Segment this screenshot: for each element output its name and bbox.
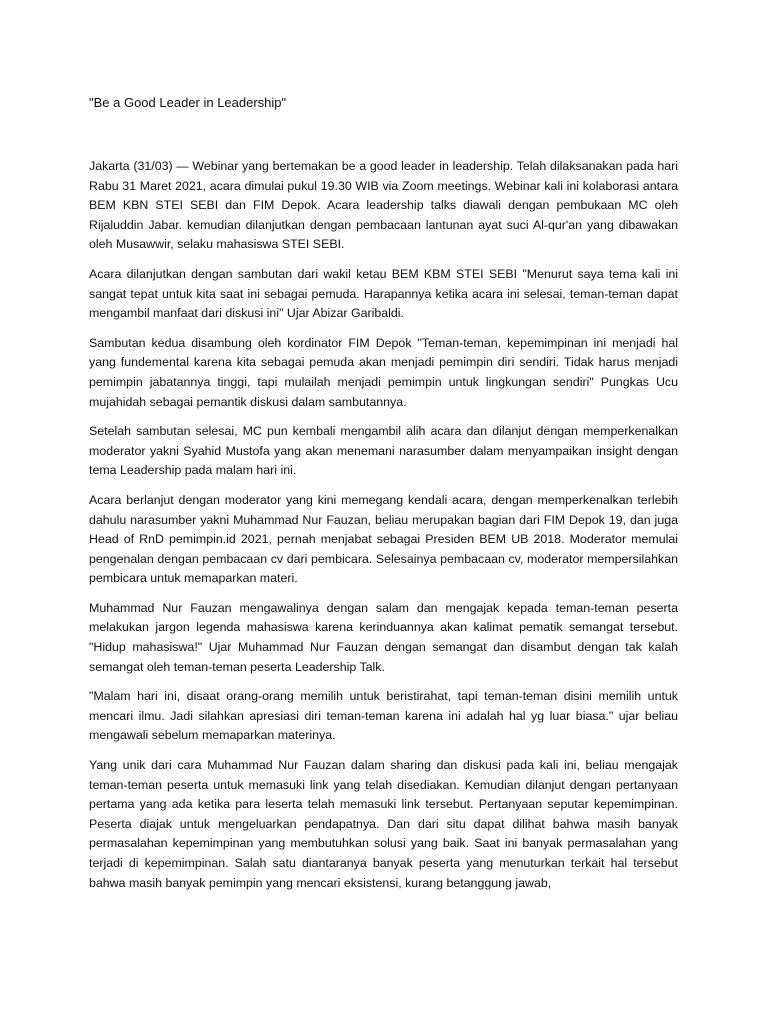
document-title: "Be a Good Leader in Leadership" xyxy=(89,95,287,110)
paragraph: Setelah sambutan selesai, MC pun kembali mengambil alih acara dan dilanjut dengan memperkenalkan moderator yakni Syahid Mustofa yang akan menemani narasumber dalam menyampaikan insight dengan tema Leadership pada malam hari ini. xyxy=(89,424,678,478)
paragraph: Yang unik dari cara Muhammad Nur Fauzan dalam sharing dan diskusi pada kali ini, beliau mengajak teman-teman peserta untuk memasuki link yang telah disediakan. Kemudian dilanjut dengan pertanyaan pertama yang ada ketika para leserta telah memasuki link tersebut. Pertanyaan seputar kepemimpinan. Peserta diajak untuk mengeluarkan pendapatnya. Dan dari situ dapat dilihat bahwa masih banyak permasalahan kepemimpinan yang membutuhkan solusi yang baik. Saat ini banyak permasalahan yang terjadi di kepemimpinan. Salah satu diantaranya banyak peserta yang menuturkan terkait hal tersebut bahwa masih banyak pemimpin yang mencari eksistensi, kurang betanggung jawab, xyxy=(89,758,678,890)
paragraph: Jakarta (31/03) — Webinar yang bertemakan be a good leader in leadership. Telah dilaksanakan pada hari Rabu 31 Maret 2021, acara dimulai pukul 19.30 WIB via Zoom meetings. Webinar kali ini kolaborasi antara BEM KBN STEI SEBI dan FIM Depok. Acara leadership talks diawali dengan pembukaan MC oleh Rijaluddin Jabar. kemudian dilanjutkan dengan pembacaan lantunan ayat suci Al-qur'an yang dibawakan oleh Musawwir, selaku mahasiswa STEI SEBI. xyxy=(89,159,678,252)
paragraph: Muhammad Nur Fauzan mengawalinya dengan salam dan mengajak kepada teman-teman peserta melakukan jargon legenda mahasiswa karena kerinduannya akan kalimat pematik semangat tersebut. "Hidup mahasiswa!" Ujar Muhammad Nur Fauzan dengan semangat dan disambut dengan tak kalah semangat oleh teman-teman peserta Leadership Talk. xyxy=(89,600,678,674)
paragraph: Acara berlanjut dengan moderator yang kini memegang kendali acara, dengan memperkenalkan terlebih dahulu narasumber yakni Muhammad Nur Fauzan, beliau merupakan bagian dari FIM Depok 19, dan juga Head of RnD pemimpin.id 2021, pernah menjabat sebagai Presiden BEM UB 2018. Moderator memulai pengenalan dengan pembacaan cv dari pembicara. Selesainya pembacaan cv, moderator mempersilahkan pembicara untuk memaparkan materi. xyxy=(89,492,678,586)
paragraph: Acara dilanjutkan dengan sambutan dari wakil ketau BEM KBM STEI SEBI "Menurut saya tema kali ini sangat tepat untuk kita saat ini sebagai pemuda. Harapannya ketika acara ini selesai, teman-teman dapat mengambil manfaat dari diskusi ini" Ujar Abizar Garibaldi. xyxy=(89,266,678,321)
paragraph: "Malam hari ini, disaat orang-orang memilih untuk beristirahat, tapi teman-teman disini memilih untuk mencari ilmu. Jadi silahkan apresiasi diri teman-teman karena ini adalah hal yg luar biasa." ujar beliau mengawali sebelum memaparkan materinya. xyxy=(89,689,678,743)
paragraph: Sambutan kedua disambung oleh kordinator FIM Depok "Teman-teman, kepemimpinan ini menjadi hal yang fundemental karena kita sebagai pemuda akan menjadi pemimpin diri sendiri. Tidak harus menjadi pemimpin jabatannya tinggi, tapi mulailah menjadi pemimpin untuk lingkungan sendiri" Pungkas Ucu mujahidah sebagai pemantik diskusi dalam sambutannya. xyxy=(89,335,678,409)
document-body xyxy=(89,157,678,903)
